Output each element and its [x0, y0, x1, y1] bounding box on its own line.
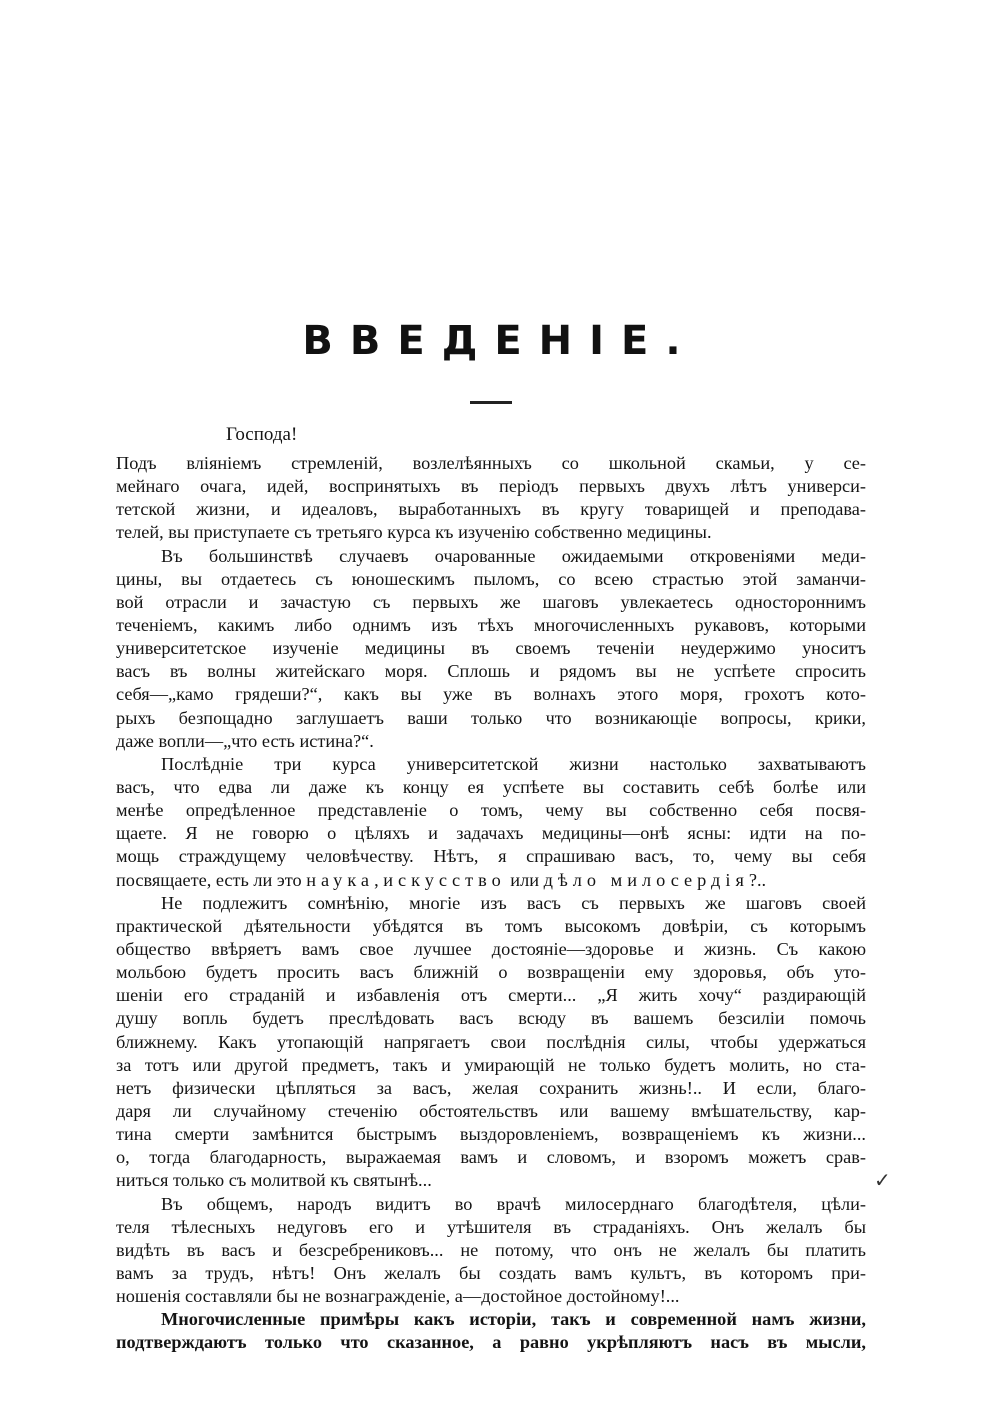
text-line: университетское изученiе медицины въ своемъ теченiи неудержимо уноситъ: [116, 638, 866, 659]
text-line: тина смерти замѣнится быстрымъ выздоровленiемъ, возвращенiемъ къ жизни...: [116, 1124, 866, 1145]
text-line: даже вопли—„что есть истина?“.: [116, 730, 374, 751]
text-line: практической дѣятельности убѣдятся въ томъ высокомъ довѣрiи, съ которымъ: [116, 915, 866, 936]
text-line: щаете. Я не говорю о цѣляхъ и задачахъ медицины—онѣ ясны: идти на по-: [116, 823, 866, 844]
spaced-term-art: искусство: [383, 869, 506, 890]
text-line: теля тѣлесныхъ недуговъ его и утѣшителя въ страданiяхъ. Онъ желалъ бы: [116, 1216, 866, 1237]
salutation: Господа!: [226, 424, 298, 445]
text-line: вамъ за трудъ, нѣтъ! Онъ желалъ бы создать вамъ культъ, въ которомъ при-: [116, 1262, 866, 1283]
text-line: тетской жизни, и идеаловъ, выработанныхъ въ кругу товарищей и преподава-: [116, 499, 866, 520]
page-title: ВВЕДЕНIЕ.: [302, 318, 698, 364]
text-line: вой отрасли и зачастую съ первыхъ же шаговъ увлекаетесь одностороннимъ: [116, 591, 866, 612]
text-line: рыхъ безпощадно заглушаетъ ваши только что возникающiе вопросы, крики,: [116, 707, 866, 728]
text-line: ношенiя составляли бы не вознагражденiе, а—достойное достойному!...: [116, 1286, 680, 1307]
text-line: видѣть въ васъ и безсребрениковъ... не потому, что онъ не желалъ бы платить: [116, 1239, 866, 1260]
text-line: общество ввѣряетъ вамъ свое лучшее достоянiе—здоровье и жизнь. Съ какою: [116, 938, 866, 959]
text-line: васъ въ волны житейскаго моря. Сплошь и рядомъ вы не успѣете спросить: [116, 661, 866, 682]
text-line: себя—„камо грядеши?“, какъ вы уже въ волнахъ этого моря, грохотъ кото-: [116, 684, 866, 705]
text-line: Въ большинствѣ случаевъ очарованные ожидаемыми откровенiями меди-: [161, 545, 866, 566]
text-fragment: или: [505, 869, 544, 890]
title-divider: [470, 401, 512, 404]
text-line: даря ли случайному стеченiю обстоятельствъ или вашему вмѣшательству, кар-: [116, 1100, 866, 1121]
text-line: цины, вы отдаетесь съ юношескимъ пыломъ, со всею страстью этой заманчи-: [116, 568, 866, 589]
text-line: васъ, что едва ли даже къ концу ея успѣете вы составить себѣ болѣе или: [116, 776, 866, 797]
spaced-term-science: наука: [306, 869, 375, 890]
text-line: Въ общемъ, народъ видитъ во врачѣ милосерднаго благодѣтеля, цѣли-: [161, 1193, 866, 1214]
text-line: телей, вы приступаете съ третьяго курса къ изученiю собственно медицины.: [116, 522, 712, 543]
text-fragment: посвящаете, есть ли это: [116, 869, 307, 890]
text-line: за тотъ или другой предметъ, такъ и умирающiй не только будетъ молить, но ста-: [116, 1054, 866, 1075]
text-fragment: ,: [374, 869, 384, 890]
text-line: шенiи его страданiй и избавленiя отъ смерти... „Я жить хочу“ раздирающiй: [116, 985, 866, 1006]
text-line: подтверждаютъ только что сказанное, а равно укрѣпляютъ насъ въ мысли,: [116, 1332, 866, 1353]
text-line: ближнему. Какъ утопающiй напрягаетъ свои послѣднiя силы, чтобы удержаться: [116, 1031, 866, 1052]
text-line: теченiемъ, какимъ либо однимъ изъ тѣхъ многочисленныхъ рукавовъ, которыми: [116, 614, 866, 635]
text-line: Послѣднiе три курса университетской жизни настолько захватываютъ: [161, 753, 866, 774]
checkmark-icon: ✓: [874, 1168, 891, 1192]
body-text: [116, 452, 866, 1354]
text-line: менѣе опредѣленное представленiе о томъ, чему вы собственно себя посвя-: [116, 800, 866, 821]
text-line: мольбою будетъ просить васъ ближнiй о возвращенiи ему здоровья, объ уто-: [116, 962, 866, 983]
text-line: душу вопль будетъ преслѣдовать васъ всюду въ вашемъ безсилiи помочь: [116, 1008, 866, 1029]
spaced-term-mercy: дѣло милосердiя: [543, 869, 749, 890]
text-line: Многочисленные примѣры какъ исторiи, такъ и современной намъ жизни,: [161, 1309, 866, 1330]
text-line: ниться только съ молитвой къ святынѣ...: [116, 1170, 432, 1191]
text-fragment: ?..: [748, 869, 767, 890]
text-line: мощь страждущему человѣчеству. Нѣтъ, я спрашиваю васъ, то, чему вы себя: [116, 846, 866, 867]
text-line: [116, 869, 866, 892]
text-line: нетъ физически цѣпляться за васъ, желая сохранить жизнь!.. И если, благо-: [116, 1077, 866, 1098]
text-line: о, тогда благодарность, выражаемая вамъ и словомъ, и взоромъ можетъ срав-: [116, 1147, 866, 1168]
text-line: мейнаго очага, идей, воспринятыхъ въ перiодъ первыхъ двухъ лѣтъ универси-: [116, 476, 866, 497]
text-line: Подъ влiянiемъ стремленiй, возлелѣянныхъ со школьной скамьи, у се-: [116, 453, 866, 473]
text-line: Не подлежитъ сомнѣнiю, многiе изъ васъ съ первыхъ же шаговъ своей: [161, 892, 866, 913]
